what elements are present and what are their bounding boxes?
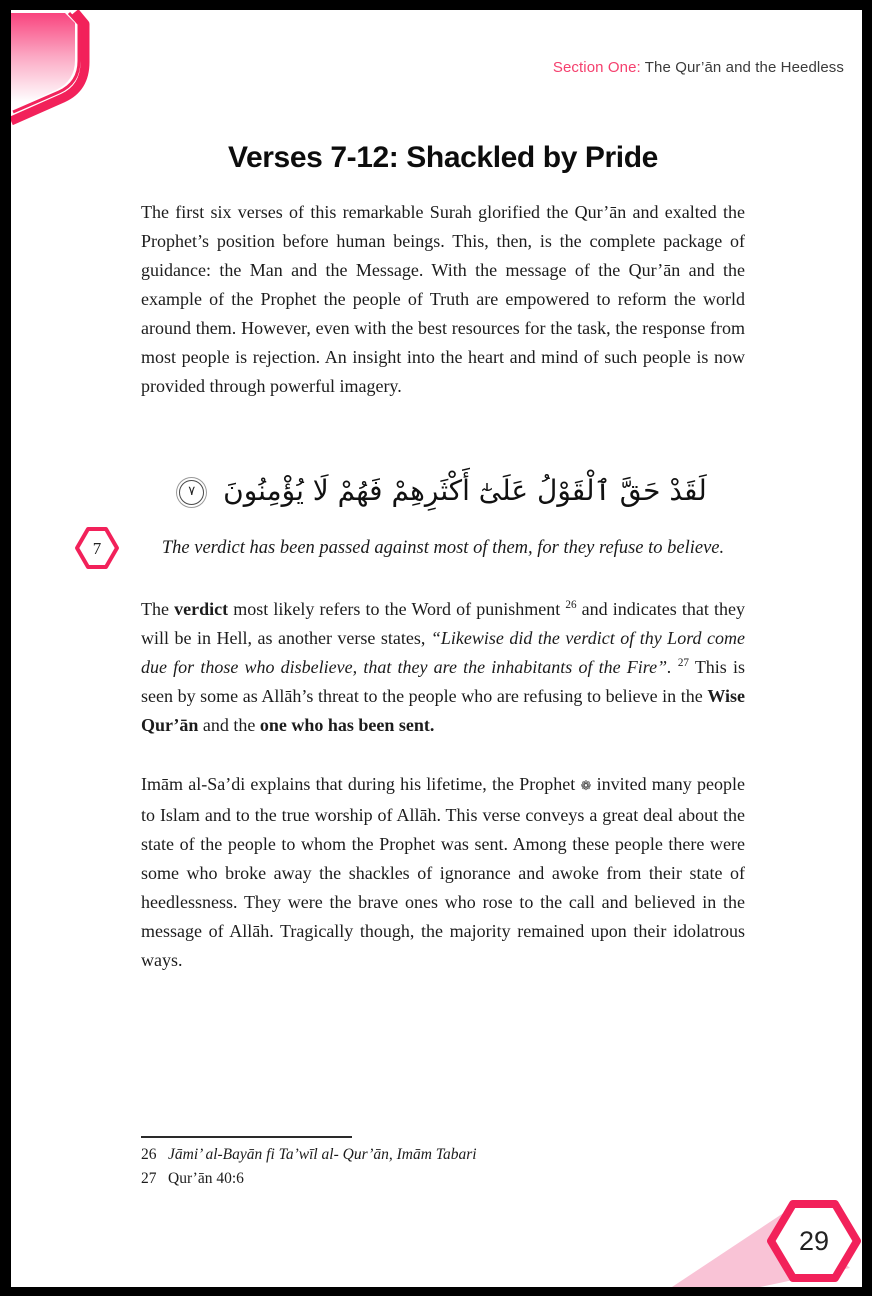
text-run: Jāmi’ al-Bayān fi Ta’wīl al- Qur’ān, Imām Tabari [168, 1146, 477, 1163]
ayah-number: ٧ [188, 484, 196, 499]
footnote-text [168, 1146, 477, 1163]
paragraph-1 [141, 198, 745, 401]
text-run: 27 [677, 657, 689, 669]
text-run: verdict [174, 599, 229, 619]
paragraph-2 [141, 595, 745, 740]
text-run: and the [198, 715, 260, 735]
corner-decoration [11, 10, 141, 150]
verse-translation: The verdict has been passed against most of them, for they refuse to believe. [161, 538, 725, 558]
text-run: The first six verses of this remarkable Surah glorified the Qur’ān and exalted the Prophet’s position before human beings. This, then, is the complete package of guidance: the Man and the Message. With the message of the Qur’ān and the example of the Prophet the people of Truth are empowered to reform the world around them. However, even with the best resources for the task, the response from most people is rejection. An insight into the heart and mind of such people is now provided through powerful imagery. [141, 202, 745, 396]
section-title: The Qur’ān and the Heedless [640, 59, 844, 76]
text-run: “Likewise did the verdict of thy Lord come due for those who disbelieve, that they are the inhabitants of the Fire”. [141, 628, 746, 677]
running-header [553, 59, 844, 76]
text-run: Imām al-Sa’di explains that during his lifetime, the Prophet [141, 774, 581, 794]
footnote-text [168, 1170, 244, 1187]
arabic-text: لَقَدْ حَقَّ ٱلْقَوْلُ عَلَىٰٓ أَكْثَرِهِمْ فَهُمْ لَا يُؤْمِنُونَ [223, 474, 707, 507]
page-title: Verses 7-12: Shackled by Pride [228, 141, 658, 174]
section-label: Section One: [552, 59, 641, 76]
text-run: This is seen by some as Allāh’s threat to the people who are refusing to believe in the [141, 657, 745, 706]
footnote-item [141, 1167, 745, 1191]
page-number: 29 [798, 1226, 830, 1256]
text-run: and indicates that they will be in Hell, as another verse states, [141, 599, 745, 648]
verse-arabic [141, 462, 745, 520]
page-number-badge [767, 1198, 861, 1284]
text-run: invited many people to Islam and to the true worship of Allāh. This verse conveys a great deal about the state of the people to whom the Prophet was sent. Among these people there were some who broke away the shackles of ignorance and awoke from their state of heedlessness. They were the brave ones who rose to the call and believed in the message of Allāh. Tragically though, the majority remained upon their idolatrous ways. [141, 774, 746, 970]
text-run: one who has been sent. [259, 715, 435, 735]
text-run: ❁ [580, 779, 592, 794]
text-run: Wise Qur’ān [141, 686, 745, 735]
footnote-number: 27 [141, 1170, 157, 1187]
footnote-divider [141, 1136, 352, 1138]
footnote-number: 26 [141, 1146, 157, 1163]
verse-badge-number: 7 [92, 539, 102, 558]
text-run: most likely refers to the Word of punishment [228, 599, 566, 619]
paragraph-3 [141, 770, 745, 975]
ayah-end-marker-icon [179, 480, 204, 505]
text-run: The [141, 599, 175, 619]
verse-number-badge [74, 525, 120, 571]
book-page [11, 10, 862, 1287]
footnotes [141, 1143, 745, 1191]
text-run: 26 [565, 599, 577, 611]
footnote-item [141, 1143, 745, 1167]
text-run: Qur’ān 40:6 [168, 1170, 244, 1187]
